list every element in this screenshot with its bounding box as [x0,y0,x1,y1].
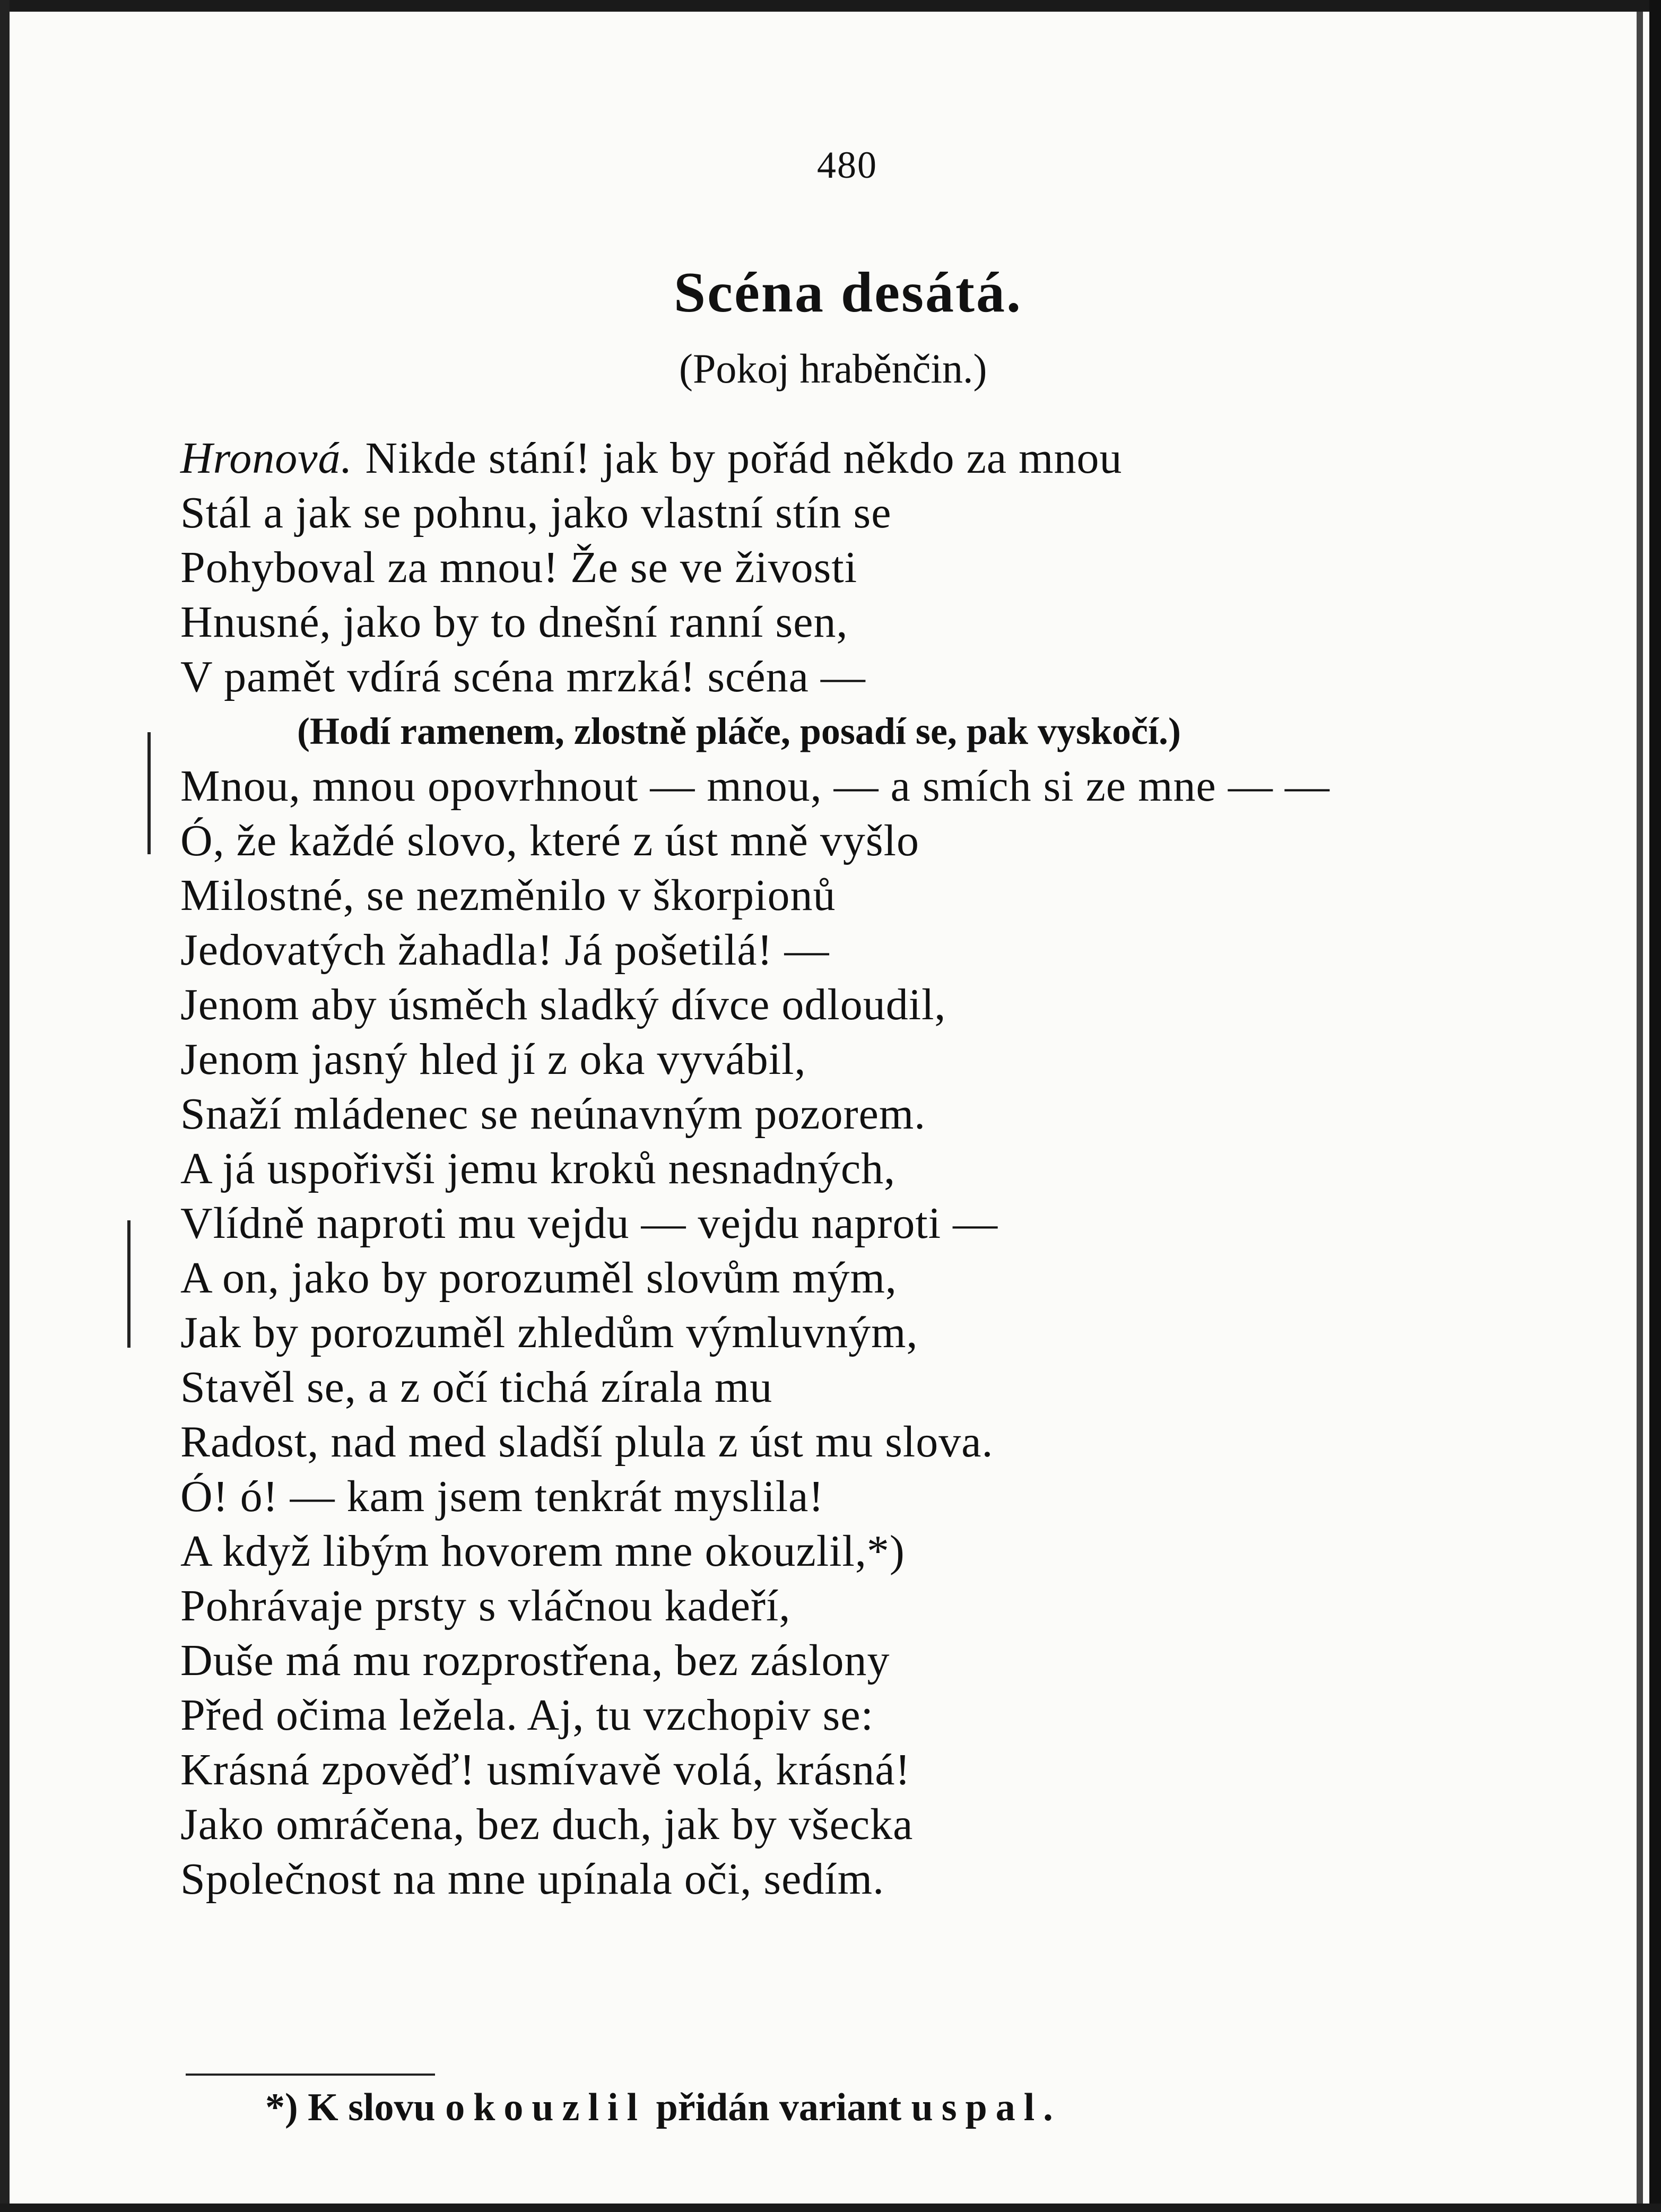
verse-block [180,431,1570,1906]
verse-line [180,431,1570,485]
scan-border-left [0,0,10,2212]
scan-border-right [1649,0,1661,2212]
scene-title: Scéna desátá. [674,261,1022,324]
verse-line: A on, jako by porozuměl slovům mým, [180,1253,897,1303]
scan-border-bottom [0,2204,1661,2212]
footnote-divider [186,2074,435,2076]
verse-line: Stál a jak se pohnu, jako vlastní stín se [180,488,892,537]
margin-mark [127,1220,131,1348]
verse-line: V pamět vdírá scéna mrzká! scéna — [180,652,866,701]
stage-direction: (Hodí ramenem, zlostně pláče, posadí se, pak vyskočí.) [297,710,1181,752]
verse-line: Pohrávaje prsty s vláčnou kadeří, [180,1581,791,1630]
verse-line: Milostné, se nezměnilo v škorpionů [180,871,836,920]
verse-line: Snaží mládenec se neúnavným pozorem. [180,1089,926,1139]
page-number: 480 [817,144,877,186]
verse-line: Jenom jasný hled jí z oka vyvábil, [180,1035,806,1084]
verse-line: Jako omráčena, bez duch, jak by všecka [180,1800,914,1849]
verse-line: Jenom aby úsměch sladký dívce odloudil, [180,980,946,1029]
verse-line: Jak by porozuměl zhledům výmluvným, [180,1308,918,1357]
verse-line: Radost, nad med sladší plula z úst mu slova. [180,1417,994,1467]
verse-line: Vlídně naproti mu vejdu — vejdu naproti — [180,1199,998,1248]
verse-line: Společnost na mne upínala oči, sedím. [180,1854,885,1904]
verse-line: Pohyboval za mnou! Že se ve živosti [180,543,858,592]
verse-line: Mnou, mnou opovrhnout — mnou, — a smích si ze mne — — [180,761,1330,811]
verse-line: A já uspořivši jemu kroků nesnadných, [180,1144,896,1193]
verse-line: Hnusné, jako by to dnešní ranní sen, [180,597,848,647]
footnote [265,2085,1062,2130]
verse-line: A když libým hovorem mne okouzlil,*) [180,1526,905,1576]
verse-line: Krásná zpověď! usmívavě volá, krásná! [180,1745,911,1794]
footnote-marker: *) K slovu [265,2086,436,2129]
verse-line: Jedovatých žahadla! Já pošetilá! — [180,925,830,975]
margin-mark [147,732,151,854]
footnote-spaced-word: okouzlil [445,2086,647,2129]
footnote-text: přidán variant [656,2086,902,2129]
stage-direction-location: (Pokoj hraběnčin.) [679,345,987,392]
verse-line: Duše má mu rozprostřena, bez záslony [180,1636,890,1685]
footnote-spaced-word: uspal. [911,2086,1062,2129]
scan-border-right-inner [1637,12,1643,2212]
speaker-name: Hronová. [180,433,353,483]
verse-line: Před očima ležela. Aj, tu vzchopiv se: [180,1690,874,1740]
verse-line: Ó, že každé slovo, které z úst mně vyšlo [180,816,919,865]
verse-line: Stavěl se, a z očí tichá zírala mu [180,1363,773,1412]
scan-border-top [0,0,1661,12]
verse-line-text: Nikde stání! jak by pořád někdo za mnou [365,433,1123,483]
verse-line: Ó! ó! — kam jsem tenkrát myslila! [180,1472,824,1521]
